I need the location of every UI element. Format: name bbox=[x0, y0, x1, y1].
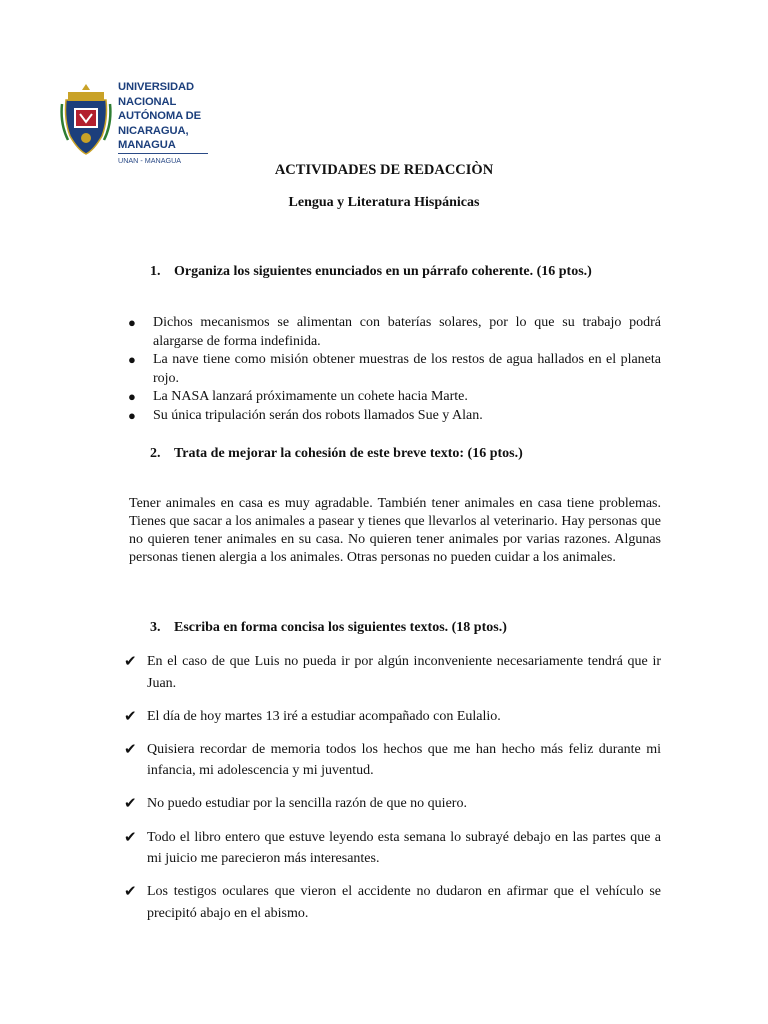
checkmark-icon: ✔ bbox=[124, 739, 137, 758]
logo-divider bbox=[118, 153, 208, 154]
checkmark-icon: ✔ bbox=[124, 794, 137, 813]
list-item-text: En el caso de que Luis no pueda ir por algún inconveniente necesariamente tendrá que ir Juan. bbox=[147, 654, 661, 691]
bullet-icon: ● bbox=[128, 389, 136, 404]
bullet-icon: ● bbox=[128, 352, 136, 367]
logo-text-line: UNIVERSIDAD bbox=[118, 81, 194, 93]
section2-heading-text: Trata de mejorar la cohesión de este breve texto: (16 ptos.) bbox=[174, 446, 523, 461]
section1-heading bbox=[150, 264, 592, 280]
logo-text-line: NACIONAL bbox=[118, 95, 177, 108]
logo-text-line: NICARAGUA, bbox=[118, 124, 189, 137]
section1-heading-text: Organiza los siguientes enunciados en un párrafo coherente. (16 ptos.) bbox=[174, 264, 592, 279]
list-item bbox=[128, 351, 661, 388]
section3-heading-text: Escriba en forma concisa los siguientes textos. (18 ptos.) bbox=[174, 620, 507, 635]
list-item bbox=[124, 651, 661, 694]
list-item-text: La NASA lanzará próximamente un cohete hacia Marte. bbox=[153, 389, 468, 404]
section1-number: 1. bbox=[150, 264, 161, 279]
list-item bbox=[128, 314, 661, 351]
section3-check-list bbox=[124, 651, 661, 936]
list-item bbox=[124, 706, 661, 728]
checkmark-icon: ✔ bbox=[124, 652, 137, 670]
list-item bbox=[128, 388, 661, 407]
list-item-text: Quisiera recordar de memoria todos los hechos que me han hecho más feliz durante mi infancia, mi adolescencia y mi juventud. bbox=[147, 741, 661, 779]
logo-subline: UNAN - MANAGUA bbox=[118, 156, 182, 165]
list-item-text: La nave tiene como misión obtener muestras de los restos de agua hallados en el planeta rojo. bbox=[153, 352, 661, 386]
list-item-text: Dichos mecanismos se alimentan con baterías solares, por lo que su trabajo podrá alargarse de forma indefinida. bbox=[153, 315, 661, 349]
list-item bbox=[124, 739, 661, 782]
section3-heading bbox=[150, 620, 507, 636]
checkmark-icon: ✔ bbox=[124, 827, 137, 846]
list-item bbox=[128, 407, 661, 426]
checkmark-icon: ✔ bbox=[124, 706, 137, 725]
bullet-icon: ● bbox=[128, 315, 136, 330]
list-item bbox=[124, 793, 661, 815]
section1-bullet-list bbox=[128, 314, 661, 425]
list-item-text: No puedo estudiar por la sencilla razón de que no quiero. bbox=[147, 796, 467, 812]
logo-text-line: AUTÓNOMA DE bbox=[118, 110, 202, 123]
list-item-text: Los testigos oculares que vieron el accidente no dudaron en afirmar que el vehículo se precipitó abajo en el abismo. bbox=[147, 884, 661, 921]
section2-paragraph: Tener animales en casa es muy agradable. También tener animales en casa tiene problemas. Tienes que sacar a los animales a pasear y tienes que llevarlos al veterinario. Hay personas que no quieren tener animales en su casa. No quieren tener animales por varias razones. Algunas personas tienen alergia a los animales. Otras personas no pueden cuidar a los animales. bbox=[129, 496, 661, 565]
section3-number: 3. bbox=[150, 620, 161, 635]
list-item-text: El día de hoy martes 13 iré a estudiar acompañado con Eulalio. bbox=[147, 708, 501, 724]
bullet-icon: ● bbox=[128, 407, 136, 423]
list-item bbox=[124, 881, 661, 924]
checkmark-icon: ✔ bbox=[124, 882, 137, 901]
university-logo bbox=[60, 76, 210, 168]
list-item-text: Su única tripulación serán dos robots llamados Sue y Alan. bbox=[153, 407, 483, 423]
section2-heading bbox=[150, 446, 523, 462]
page-subtitle: Lengua y Literatura Hispánicas bbox=[288, 195, 480, 210]
section2-number: 2. bbox=[150, 446, 161, 461]
list-item bbox=[124, 827, 661, 870]
logo-text-line: MANAGUA bbox=[118, 139, 176, 152]
page-title: ACTIVIDADES DE REDACCIÒN bbox=[274, 162, 494, 178]
list-item-text: Todo el libro entero que estuve leyendo esta semana lo subrayé debajo en las partes que a mi juicio me parecieron más interesantes. bbox=[147, 829, 661, 867]
university-crest-icon bbox=[60, 80, 112, 158]
